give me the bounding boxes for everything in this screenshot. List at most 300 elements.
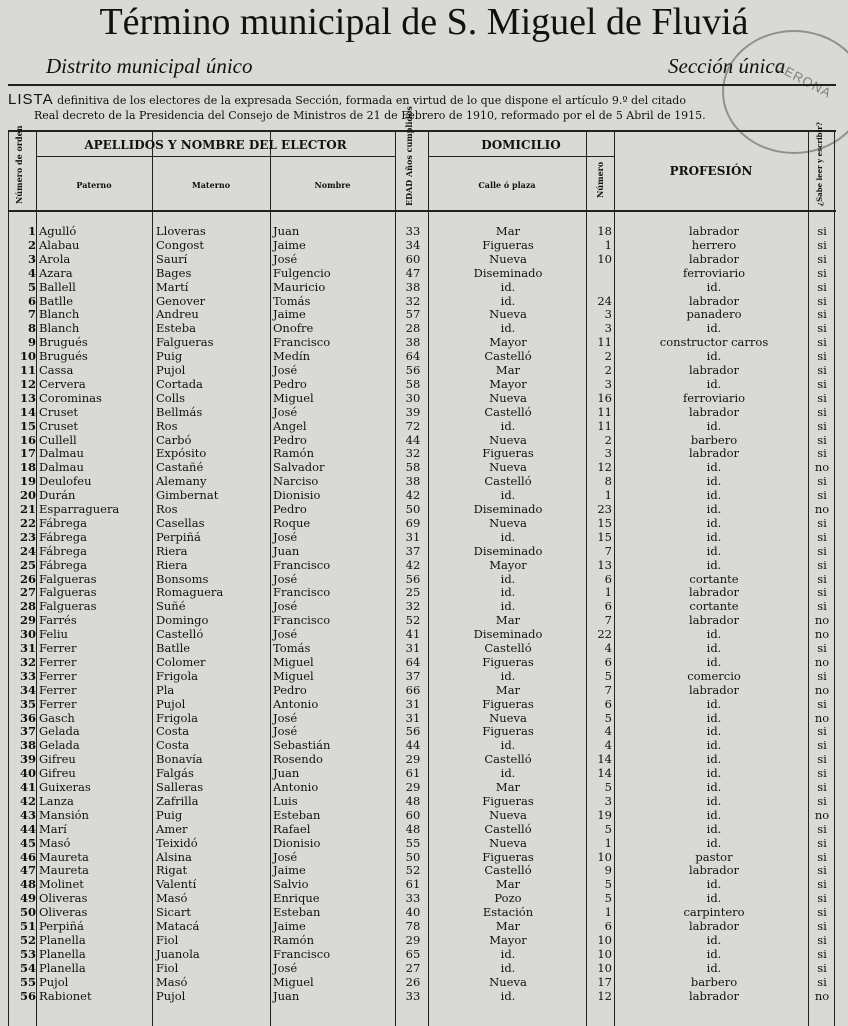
order-number: 4 xyxy=(27,265,36,280)
calle-cell: Mayor xyxy=(489,376,527,391)
nombre-cell: Miguel xyxy=(273,668,314,683)
numero-cell: 7 xyxy=(604,682,612,697)
calle-cell: Figueras xyxy=(482,793,534,808)
nombre-cell: Ramón xyxy=(273,446,315,461)
sabe-cell: si xyxy=(817,696,827,711)
profesion-cell: labrador xyxy=(688,585,740,600)
order-number: 36 xyxy=(19,710,36,725)
sabe-cell: si xyxy=(817,821,827,836)
profesion-cell: labrador xyxy=(688,919,740,933)
sabe-cell: no xyxy=(814,502,830,516)
materno-cell: Casellas xyxy=(156,515,205,530)
numero-cell: 7 xyxy=(604,543,612,558)
order-number: 34 xyxy=(19,682,36,697)
profesion-cell: labrador xyxy=(688,404,740,419)
edad-cell: 50 xyxy=(405,502,421,516)
paterno-cell: Alabau xyxy=(39,237,80,252)
paterno-cell: Arola xyxy=(39,251,71,266)
table-row xyxy=(8,308,836,322)
profesion-cell: id. xyxy=(706,474,722,489)
table-row xyxy=(8,656,836,670)
sabe-cell: si xyxy=(817,321,827,336)
materno-cell: Perpiñá xyxy=(156,529,201,544)
materno-cell: Falgás xyxy=(156,766,194,781)
paterno-cell: Mansión xyxy=(39,807,89,822)
numero-cell: 13 xyxy=(597,557,612,572)
order-number: 42 xyxy=(19,793,36,808)
profesion-cell: id. xyxy=(706,279,722,294)
paterno-cell: Agulló xyxy=(39,224,77,238)
nombre-cell: Pedro xyxy=(273,432,307,447)
materno-cell: Bages xyxy=(156,265,192,280)
edad-cell: 44 xyxy=(405,432,421,447)
profesion-cell: id. xyxy=(706,821,722,836)
edad-cell: 37 xyxy=(405,668,421,683)
numero-cell: 4 xyxy=(604,641,612,655)
order-number: 33 xyxy=(19,668,36,683)
profesion-cell: id. xyxy=(706,835,722,850)
paterno-cell: Blanch xyxy=(39,307,80,322)
nombre-cell: Dionisio xyxy=(273,488,321,503)
sabe-cell: si xyxy=(817,349,827,364)
table-row xyxy=(8,906,836,920)
numero-cell: 10 xyxy=(597,960,612,975)
materno-cell: Esteba xyxy=(156,321,196,336)
nombre-cell: Salvador xyxy=(273,460,325,475)
numero-cell: 12 xyxy=(597,460,612,475)
profesion-cell: id. xyxy=(706,807,722,822)
paterno-cell: Dalmau xyxy=(39,446,84,461)
order-number: 52 xyxy=(19,932,36,947)
nombre-cell: Medín xyxy=(273,349,311,364)
numero-cell: 9 xyxy=(604,863,612,878)
sabe-cell: si xyxy=(817,557,827,572)
order-number: 24 xyxy=(19,543,36,558)
nombre-cell: José xyxy=(273,710,298,725)
table-row xyxy=(8,406,836,420)
nombre-cell: José xyxy=(273,251,298,266)
paterno-cell: Gelada xyxy=(39,738,80,753)
sabe-cell: si xyxy=(817,224,827,238)
table-row xyxy=(8,781,836,795)
paterno-cell: Batlle xyxy=(39,293,74,308)
sabe-cell: si xyxy=(817,738,827,753)
numero-cell: 2 xyxy=(604,349,612,364)
sabe-cell: si xyxy=(817,543,827,558)
table-row xyxy=(8,503,836,517)
edad-cell: 33 xyxy=(405,224,421,238)
nombre-cell: Esteban xyxy=(273,905,321,920)
materno-cell: Martí xyxy=(156,279,189,294)
order-number: 35 xyxy=(19,696,36,711)
nombre-cell: Roque xyxy=(273,515,311,530)
calle-cell: Diseminado xyxy=(473,265,543,280)
materno-cell: Amer xyxy=(156,821,188,836)
profesion-cell: id. xyxy=(706,349,722,364)
numero-cell: 3 xyxy=(604,376,612,391)
nombre-cell: Mauricio xyxy=(273,279,326,294)
table-row xyxy=(8,795,836,809)
nombre-cell: José xyxy=(273,363,298,377)
nombre-cell: José xyxy=(273,724,298,739)
calle-cell: Mar xyxy=(495,224,521,238)
edad-cell: 52 xyxy=(405,613,421,628)
materno-cell: Suñé xyxy=(156,599,186,614)
table-row xyxy=(8,990,836,1004)
order-number: 51 xyxy=(19,919,36,933)
edad-cell: 48 xyxy=(405,821,421,836)
profesion-cell: labrador xyxy=(688,863,740,878)
order-number: 37 xyxy=(19,724,36,739)
calle-cell: id. xyxy=(500,668,516,683)
nombre-cell: Onofre xyxy=(273,321,314,336)
table-row xyxy=(8,878,836,892)
order-number: 6 xyxy=(27,293,36,308)
nombre-cell: Pedro xyxy=(273,376,307,391)
profesion-cell: id. xyxy=(706,529,722,544)
materno-cell: Puig xyxy=(156,807,183,822)
sabe-cell: si xyxy=(817,251,827,266)
numero-cell: 23 xyxy=(597,502,612,516)
materno-cell: Fiol xyxy=(156,960,179,975)
order-number: 22 xyxy=(19,515,36,530)
numero-cell: 8 xyxy=(604,474,612,489)
stamp-text: GERONA xyxy=(772,58,835,101)
order-number: 28 xyxy=(19,599,36,614)
edad-cell: 72 xyxy=(405,418,421,433)
edad-cell: 56 xyxy=(405,363,421,377)
order-number: 44 xyxy=(19,821,36,836)
sabe-cell: si xyxy=(817,766,827,781)
edad-cell: 31 xyxy=(405,696,421,711)
table-row xyxy=(8,892,836,906)
profesion-cell: id. xyxy=(706,696,722,711)
profesion-cell: ferroviario xyxy=(682,390,746,405)
nombre-cell: Jaime xyxy=(273,307,306,322)
calle-cell: Figueras xyxy=(482,849,534,864)
table-row xyxy=(8,420,836,434)
edad-cell: 60 xyxy=(405,251,421,266)
profesion-cell: id. xyxy=(706,891,722,906)
calle-cell: Figueras xyxy=(482,654,534,669)
calle-cell: Mar xyxy=(495,877,521,892)
nombre-cell: José xyxy=(273,529,298,544)
edad-cell: 33 xyxy=(405,988,421,1003)
profesion-cell: pastor xyxy=(695,849,733,864)
sabe-cell: si xyxy=(817,946,827,961)
nombre-cell: Pedro xyxy=(273,502,307,516)
order-number: 5 xyxy=(27,279,36,294)
sabe-cell: si xyxy=(817,279,827,294)
calle-cell: id. xyxy=(500,321,516,336)
edad-cell: 34 xyxy=(405,237,421,252)
numero-cell: 3 xyxy=(604,446,612,461)
numero-cell: 6 xyxy=(604,654,612,669)
materno-cell: Bellmás xyxy=(156,404,203,419)
edad-cell: 42 xyxy=(405,488,421,503)
col-numero: Número xyxy=(595,161,605,198)
numero-cell: 1 xyxy=(604,488,612,503)
paterno-cell: Pujol xyxy=(39,974,69,989)
sabe-cell: si xyxy=(817,891,827,906)
nombre-cell: José xyxy=(273,627,298,642)
calle-cell: id. xyxy=(500,279,516,294)
numero-cell: 14 xyxy=(597,752,612,767)
paterno-cell: Perpiñá xyxy=(39,919,84,933)
paterno-cell: Ferrer xyxy=(39,682,77,697)
numero-cell: 3 xyxy=(604,321,612,336)
edad-cell: 78 xyxy=(405,919,421,933)
edad-cell: 61 xyxy=(405,766,421,781)
order-number: 31 xyxy=(19,641,36,655)
order-number: 32 xyxy=(19,654,36,669)
edad-cell: 50 xyxy=(405,849,421,864)
profesion-cell: id. xyxy=(706,780,722,794)
edad-cell: 60 xyxy=(405,807,421,822)
numero-cell: 18 xyxy=(597,224,612,238)
materno-cell: Ros xyxy=(156,502,178,516)
nombre-cell: Francisco xyxy=(273,946,331,961)
calle-cell: Nueva xyxy=(489,835,527,850)
nombre-cell: Francisco xyxy=(273,585,331,600)
calle-cell: Figueras xyxy=(482,696,534,711)
table-row xyxy=(8,489,836,503)
paterno-cell: Planella xyxy=(39,932,86,947)
edad-cell: 57 xyxy=(405,307,421,322)
col-sabe: ¿Sabe leer y escribir? xyxy=(815,121,824,206)
materno-cell: Fiol xyxy=(156,932,179,947)
edad-cell: 29 xyxy=(405,780,421,794)
materno-cell: Pujol xyxy=(156,696,186,711)
order-number: 55 xyxy=(19,974,36,989)
sabe-cell: no xyxy=(814,613,830,628)
order-number: 41 xyxy=(19,780,36,794)
order-number: 20 xyxy=(19,488,36,503)
paterno-cell: Marí xyxy=(39,821,67,836)
paterno-cell: Fábrega xyxy=(39,543,87,558)
edad-cell: 31 xyxy=(405,529,421,544)
order-number: 53 xyxy=(19,946,36,961)
nombre-cell: Juan xyxy=(273,766,300,781)
materno-cell: Pujol xyxy=(156,363,186,377)
materno-cell: Bonavía xyxy=(156,752,203,767)
calle-cell: Mayor xyxy=(489,557,527,572)
calle-cell: id. xyxy=(500,960,516,975)
numero-cell: 24 xyxy=(597,293,612,308)
calle-cell: Castelló xyxy=(484,752,532,767)
order-number: 43 xyxy=(19,807,36,822)
sabe-cell: si xyxy=(817,974,827,989)
materno-cell: Matacá xyxy=(156,919,200,933)
edad-cell: 39 xyxy=(405,404,421,419)
materno-cell: Rigat xyxy=(156,863,188,878)
paterno-cell: Fábrega xyxy=(39,557,87,572)
materno-cell: Ros xyxy=(156,418,178,433)
order-number: 21 xyxy=(19,502,36,516)
materno-cell: Puig xyxy=(156,349,183,364)
profesion-cell: id. xyxy=(706,654,722,669)
materno-cell: Riera xyxy=(156,543,188,558)
order-number: 29 xyxy=(19,613,36,628)
calle-cell: id. xyxy=(500,571,516,586)
paterno-cell: Corominas xyxy=(39,390,102,405)
order-number: 39 xyxy=(19,752,36,767)
numero-cell: 1 xyxy=(604,237,612,252)
edad-cell: 55 xyxy=(405,835,421,850)
paterno-cell: Fábrega xyxy=(39,515,87,530)
profesion-cell: id. xyxy=(706,960,722,975)
col-edad: EDAD Años cumplidos xyxy=(404,106,414,206)
intro-lista: LISTA xyxy=(8,91,54,108)
paterno-cell: Falgueras xyxy=(39,585,97,600)
numero-cell: 11 xyxy=(597,418,612,433)
nombre-cell: Narciso xyxy=(273,474,319,489)
numero-cell: 10 xyxy=(597,946,612,961)
profesion-cell: id. xyxy=(706,376,722,391)
paterno-cell: Guixeras xyxy=(39,780,91,794)
numero-cell: 7 xyxy=(604,613,612,628)
table-row xyxy=(8,239,836,253)
calle-cell: Castelló xyxy=(484,349,532,364)
edad-cell: 30 xyxy=(405,390,421,405)
edad-cell: 33 xyxy=(405,891,421,906)
materno-cell: Genover xyxy=(156,293,206,308)
profesion-cell: constructor carros xyxy=(659,335,769,350)
numero-cell: 6 xyxy=(604,571,612,586)
numero-cell: 5 xyxy=(604,668,612,683)
paterno-cell: Falgueras xyxy=(39,571,97,586)
calle-cell: Castelló xyxy=(484,641,532,655)
calle-cell: id. xyxy=(500,738,516,753)
nombre-cell: Tomás xyxy=(273,293,311,308)
profesion-cell: cortante xyxy=(689,571,739,586)
numero-cell: 5 xyxy=(604,877,612,892)
sabe-cell: si xyxy=(817,724,827,739)
table-row xyxy=(8,461,836,475)
calle-cell: Estación xyxy=(482,905,534,920)
paterno-cell: Cassa xyxy=(39,363,74,377)
paterno-cell: Masó xyxy=(39,835,71,850)
numero-cell: 5 xyxy=(604,821,612,836)
edad-cell: 38 xyxy=(405,474,421,489)
profesion-cell: labrador xyxy=(688,446,740,461)
materno-cell: Domingo xyxy=(156,613,209,628)
numero-cell: 4 xyxy=(604,724,612,739)
col-materno: Materno xyxy=(191,180,231,190)
sabe-cell: si xyxy=(817,641,827,655)
edad-cell: 58 xyxy=(405,376,421,391)
profesion-cell: id. xyxy=(706,946,722,961)
numero-cell: 4 xyxy=(604,738,612,753)
numero-cell: 1 xyxy=(604,585,612,600)
order-number: 2 xyxy=(27,237,36,252)
paterno-cell: Maureta xyxy=(39,849,89,864)
numero-cell: 10 xyxy=(597,251,612,266)
profesion-cell: comercio xyxy=(687,668,741,683)
calle-cell: Figueras xyxy=(482,237,534,252)
order-number: 45 xyxy=(19,835,36,850)
materno-cell: Frigola xyxy=(156,668,198,683)
edad-cell: 37 xyxy=(405,543,421,558)
paterno-cell: Deulofeu xyxy=(39,474,92,489)
nombre-cell: Rafael xyxy=(273,821,311,836)
paterno-cell: Farrés xyxy=(39,613,77,628)
paterno-cell: Oliveras xyxy=(39,905,88,920)
calle-cell: Mar xyxy=(495,613,521,628)
table-row xyxy=(8,684,836,698)
numero-cell: 6 xyxy=(604,919,612,933)
sabe-cell: si xyxy=(817,376,827,391)
profesion-cell: id. xyxy=(706,752,722,767)
table-row xyxy=(8,670,836,684)
numero-cell: 2 xyxy=(604,432,612,447)
profesion-cell: cortante xyxy=(689,599,739,614)
paterno-cell: Ferrer xyxy=(39,641,77,655)
calle-cell: Diseminado xyxy=(473,627,543,642)
table-row xyxy=(8,920,836,934)
numero-cell: 3 xyxy=(604,307,612,322)
sabe-cell: si xyxy=(817,668,827,683)
table-row xyxy=(8,517,836,531)
table-row xyxy=(8,545,836,559)
sabe-cell: si xyxy=(817,863,827,878)
calle-cell: id. xyxy=(500,988,516,1003)
nombre-cell: José xyxy=(273,599,298,614)
profesion-cell: labrador xyxy=(688,682,740,697)
edad-cell: 44 xyxy=(405,738,421,753)
nombre-cell: Miguel xyxy=(273,974,314,989)
numero-cell: 10 xyxy=(597,849,612,864)
numero-cell: 19 xyxy=(597,807,612,822)
calle-cell: id. xyxy=(500,529,516,544)
calle-cell: Nueva xyxy=(489,251,527,266)
table-row xyxy=(8,295,836,309)
table-row xyxy=(8,837,836,851)
materno-cell: Masó xyxy=(156,974,188,989)
materno-cell: Teixidó xyxy=(156,835,198,850)
materno-cell: Castañé xyxy=(156,460,204,475)
header-bottom-rule xyxy=(8,210,836,212)
calle-cell: Castelló xyxy=(484,404,532,419)
materno-cell: Costa xyxy=(156,724,190,739)
header-rule xyxy=(8,84,836,86)
sabe-cell: si xyxy=(817,446,827,461)
numero-cell: 6 xyxy=(604,599,612,614)
sabe-cell: si xyxy=(817,418,827,433)
edad-cell: 38 xyxy=(405,335,421,350)
nombre-cell: Francisco xyxy=(273,613,331,628)
sabe-cell: si xyxy=(817,474,827,489)
edad-cell: 29 xyxy=(405,932,421,947)
nombre-cell: Pedro xyxy=(273,682,307,697)
calle-cell: Nueva xyxy=(489,710,527,725)
col-numero-orden: Número de orden xyxy=(14,125,24,204)
nombre-cell: Juan xyxy=(273,224,300,238)
calle-cell: Nueva xyxy=(489,432,527,447)
profesion-cell: labrador xyxy=(688,988,740,1003)
nombre-cell: Juan xyxy=(273,543,300,558)
table-row xyxy=(8,475,836,489)
nombre-cell: Sebastián xyxy=(273,738,331,753)
materno-cell: Alsina xyxy=(156,849,192,864)
materno-cell: Masó xyxy=(156,891,188,906)
paterno-cell: Gelada xyxy=(39,724,80,739)
nombre-cell: Esteban xyxy=(273,807,321,822)
edad-cell: 64 xyxy=(405,349,421,364)
edad-cell: 56 xyxy=(405,724,421,739)
sabe-cell: si xyxy=(817,488,827,503)
order-number: 7 xyxy=(27,307,36,322)
